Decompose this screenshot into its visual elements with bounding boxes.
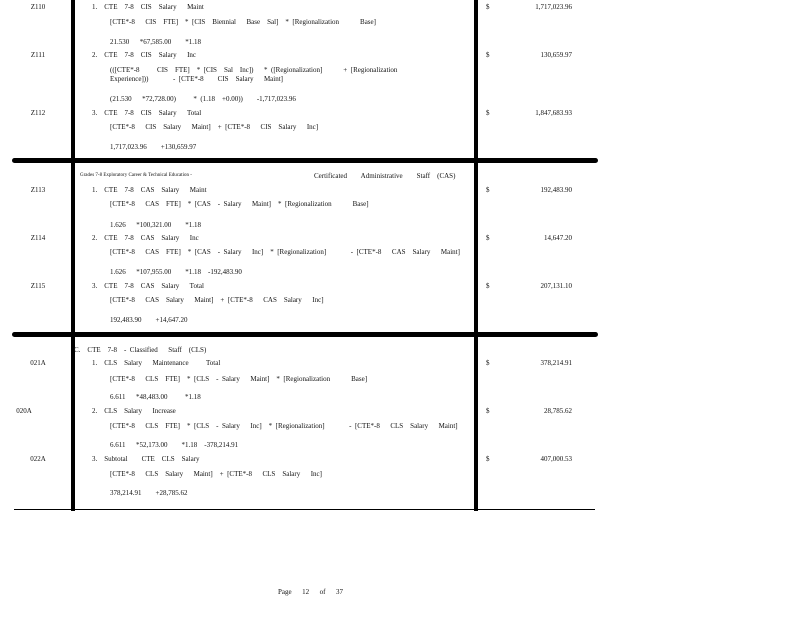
row-formula: [CTE*-8 CLS FTE] * [CLS - Salary Inc] * [Regionalization] - [CTE*-8 CLS Salary Maint] [110, 422, 458, 430]
section-header-left: C. CTE 7-8 - Classified Staff (CLS) [74, 346, 207, 354]
row-calculation: 21.530 *67,585.00 *1.18 [110, 38, 201, 46]
row-code: Z110 [30, 3, 46, 11]
section-divider-1 [12, 158, 598, 163]
row-amount: 378,214.91 [540, 359, 572, 367]
row-formula: [CTE*-8 CLS Salary Maint] + [CTE*-8 CLS Salary Inc] [110, 470, 322, 478]
row-code: 020A [16, 407, 32, 415]
row-formula: [CTE*-8 CIS FTE] * [CIS Biennial Base Sal] * [Regionalization Base] [110, 18, 376, 26]
row-title: 2. CTE 7-8 CIS Salary Inc [92, 51, 197, 59]
row-code: Z112 [30, 109, 46, 117]
row-formula: [CTE*-8 CAS FTE] * [CAS - Salary Inc] * [Regionalization] - [CTE*-8 CAS Salary Maint] [110, 248, 460, 256]
row-title: 1. CLS Salary Maintenance Total [92, 359, 221, 367]
row-title: 2. CTE 7-8 CAS Salary Inc [92, 234, 199, 242]
row-formula: [CTE*-8 CIS Salary Maint] + [CTE*-8 CIS Salary Inc] [110, 123, 319, 131]
row-code: Z113 [30, 186, 46, 194]
section-header-left: Grades 7-8 Exploratory Career & Technical Education - [80, 173, 192, 178]
row-code: Z114 [30, 234, 46, 242]
currency-symbol: $ [486, 3, 490, 11]
row-code: 021A [30, 359, 46, 367]
page-number: Page 12 of 37 [278, 588, 343, 596]
row-title: 3. Subtotal CTE CLS Salary [92, 455, 200, 463]
table-bottom-rule [14, 509, 595, 510]
right-column-rule [474, 0, 478, 511]
row-calculation: 1,717,023.96 +130,659.97 [110, 143, 197, 151]
currency-symbol: $ [486, 455, 490, 463]
row-code: Z115 [30, 282, 46, 290]
currency-symbol: $ [486, 186, 490, 194]
row-title: 3. CTE 7-8 CAS Salary Total [92, 282, 204, 290]
row-amount: 130,659.97 [540, 51, 572, 59]
row-calculation: 192,483.90 +14,647.20 [110, 316, 188, 324]
left-column-rule [71, 0, 75, 511]
row-amount: 407,000.53 [540, 455, 572, 463]
row-title: 1. CTE 7-8 CIS Salary Maint [92, 3, 204, 11]
row-title: 1. CTE 7-8 CAS Salary Maint [92, 186, 207, 194]
row-calculation: 1.626 *107,955.00 *1.18 -192,483.90 [110, 268, 242, 276]
row-amount: 207,131.10 [540, 282, 572, 290]
row-amount: 14,647.20 [544, 234, 572, 242]
row-code: 022A [30, 455, 46, 463]
row-amount: 192,483.90 [540, 186, 572, 194]
row-calculation: (21.530 *72,728.00) * (1.18 +0.00)) -1,717,023.96 [110, 95, 296, 103]
row-formula: [CTE*-8 CLS FTE] * [CLS - Salary Maint] * [Regionalization Base] [110, 375, 368, 383]
row-calculation: 6.611 *52,173.00 *1.18 -378,214.91 [110, 441, 239, 449]
row-formula: (([CTE*-8 CIS FTE] * [CIS Sal Inc]) * ([Regionalization] + [Regionalization [110, 66, 398, 74]
section-header-right: Certificated Administrative Staff (CAS) [314, 172, 456, 180]
currency-symbol: $ [486, 109, 490, 117]
currency-symbol: $ [486, 51, 490, 59]
row-amount: 28,785.62 [544, 407, 572, 415]
row-calculation: 6.611 *48,483.00 *1.18 [110, 393, 201, 401]
row-title: 3. CTE 7-8 CIS Salary Total [92, 109, 202, 117]
currency-symbol: $ [486, 359, 490, 367]
row-amount: 1,717,023.96 [535, 3, 572, 11]
row-calculation: 1.626 *100,321.00 *1.18 [110, 221, 201, 229]
row-formula: [CTE*-8 CAS FTE] * [CAS - Salary Maint] * [Regionalization Base] [110, 200, 369, 208]
row-calculation: 378,214.91 +28,785.62 [110, 489, 188, 497]
section-divider-2 [12, 332, 598, 337]
row-title: 2. CLS Salary Increase [92, 407, 176, 415]
row-code: Z111 [30, 51, 46, 59]
currency-symbol: $ [486, 407, 490, 415]
currency-symbol: $ [486, 234, 490, 242]
row-formula-cont: Experience])) - [CTE*-8 CIS Salary Maint] [110, 75, 284, 83]
currency-symbol: $ [486, 282, 490, 290]
row-formula: [CTE*-8 CAS Salary Maint] + [CTE*-8 CAS Salary Inc] [110, 296, 324, 304]
row-amount: 1,847,683.93 [535, 109, 572, 117]
